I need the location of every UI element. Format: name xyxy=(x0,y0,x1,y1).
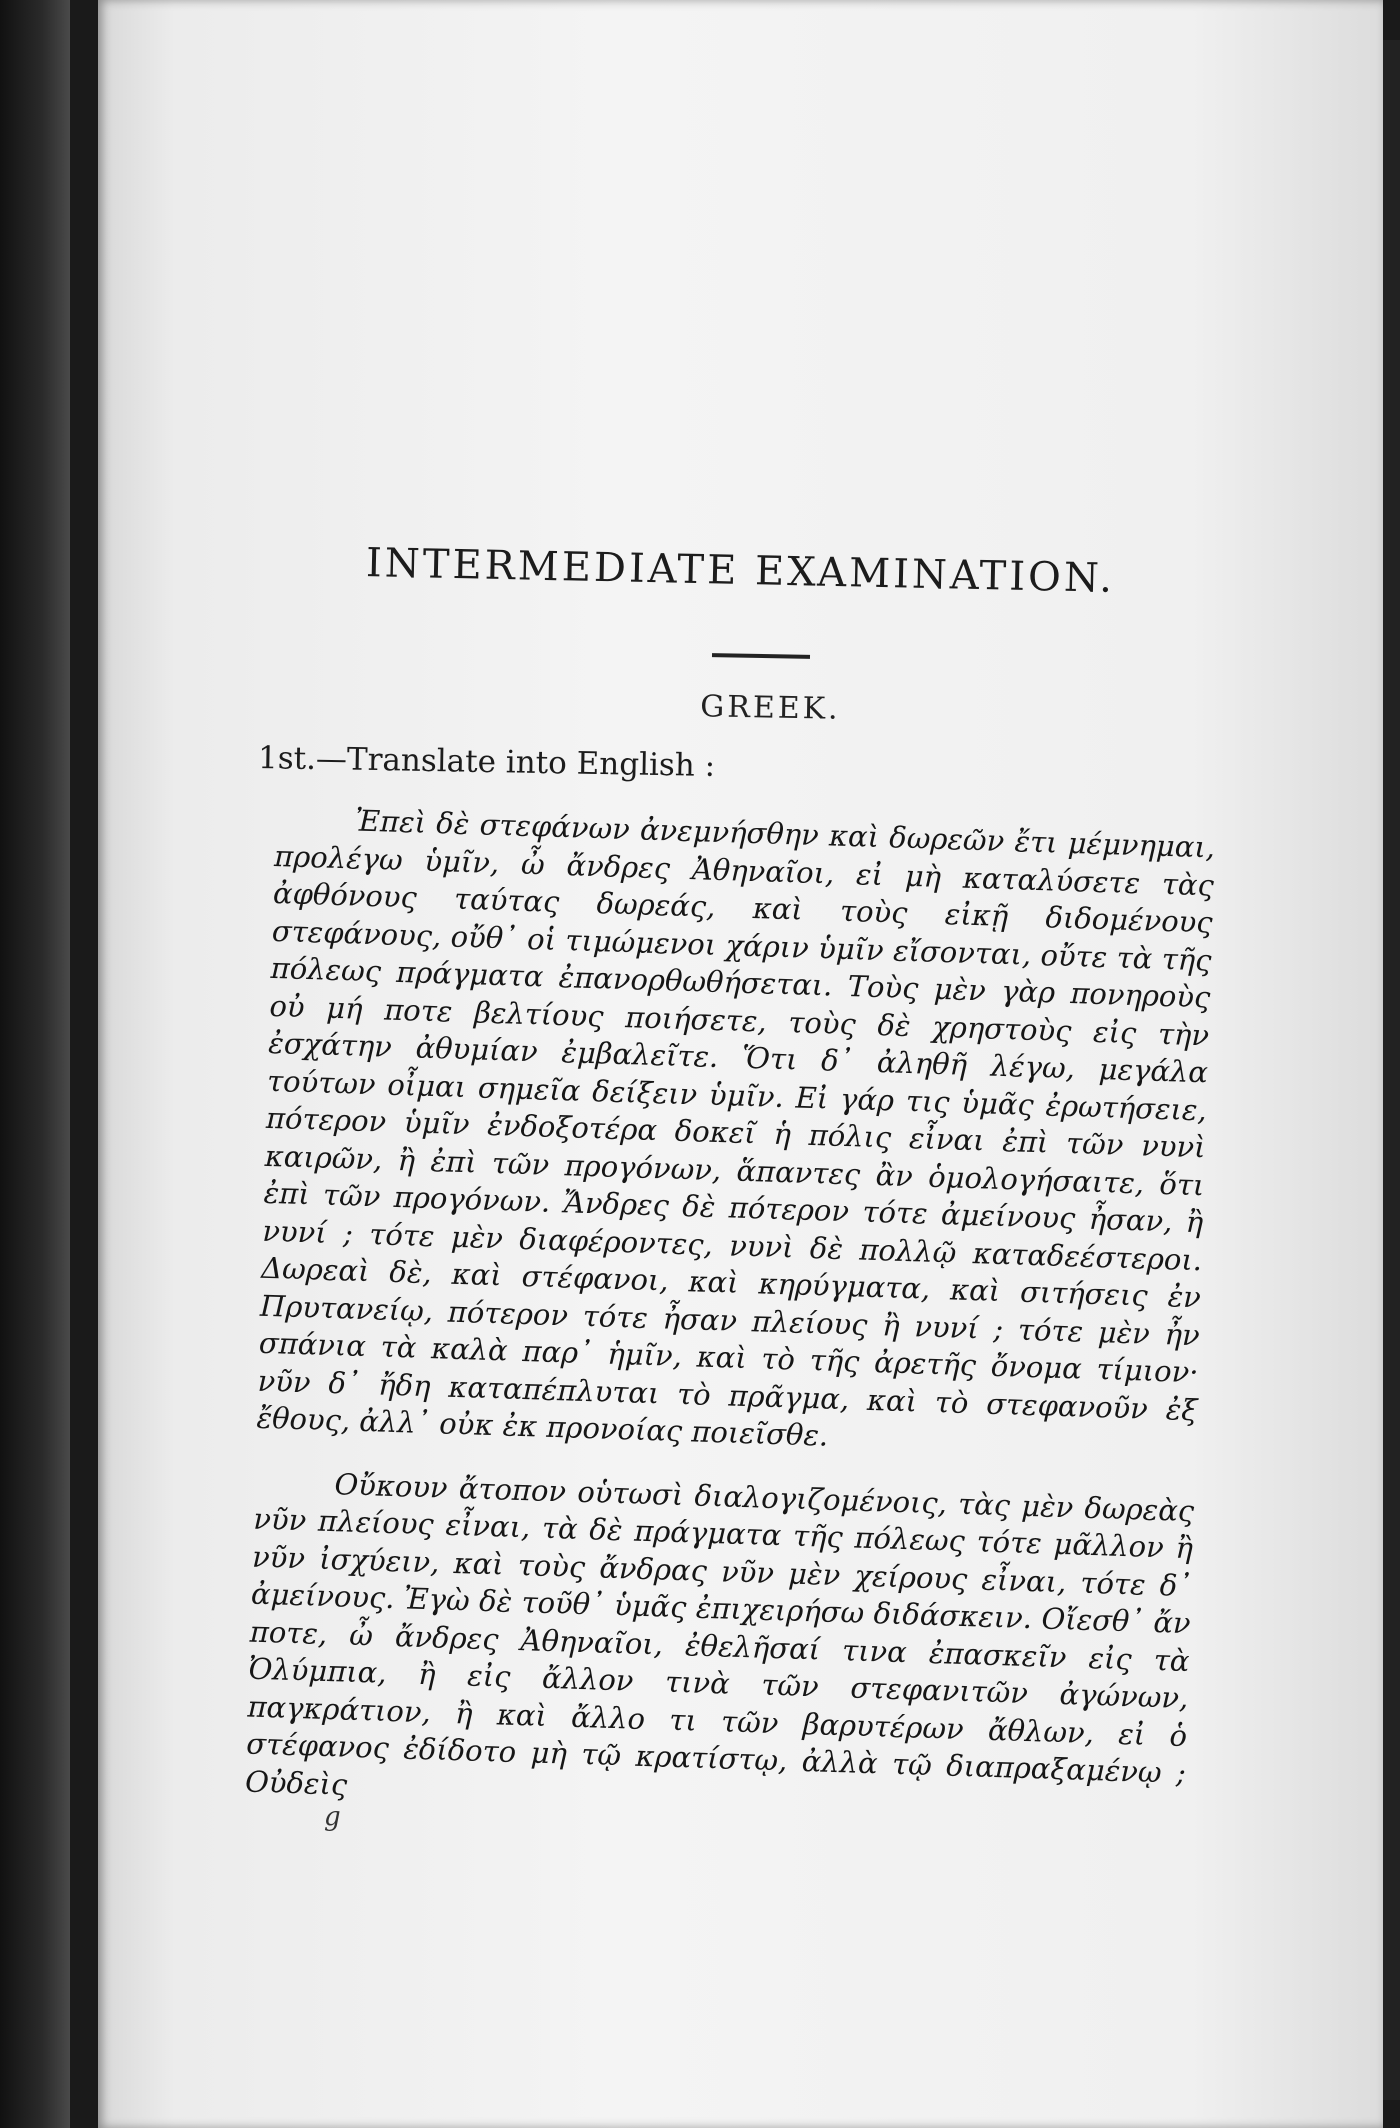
signature-mark: g xyxy=(324,1802,341,1832)
page-edge xyxy=(1383,40,1400,2100)
book-page xyxy=(98,0,1383,2128)
passage-paragraph: Οὔκουν ἄτοπον οὑτωσὶ διαλογιζομένοις, τὰς μὲν δωρεὰς νῦν πλείους εἶναι, τὰ δὲ πράγματα τῆς πόλεως τότε μᾶλλον ἢ νῦν ἰσχύειν, καὶ τοὺς ἄνδρας νῦν μὲν χείρους εἶναι, τότε δ᾽ ἀμείνους. Ἐγὼ δὲ τοῦθ᾽ ὑμᾶς ἐπιχειρήσω διδάσκειν. Οἴεσθ᾽ ἄν ποτε, ὦ ἄνδρες Ἀθηναῖοι, ἐθελῆσαί τινα ἐπασκεῖν εἰς τὰ Ὀλύμπια, ἢ εἰς ἄλλον τινὰ τῶν στεφανιτῶν ἀγώνων, παγκράτιον, ἢ καὶ ἄλλο τι τῶν βαρυτέρων ἄθλων, εἰ ὁ στέφανος ἐδίδοτο μὴ τῷ κρατίστῳ, ἀλλὰ τῷ διαπραξαμένῳ ; Οὐδεὶς xyxy=(244,1466,1195,1802)
show-through-text xyxy=(308,252,1258,269)
subject-heading: GREEK. xyxy=(700,689,841,727)
exam-title: INTERMEDIATE EXAMINATION. xyxy=(365,540,1116,602)
question-instruction: 1st.—Translate into English : xyxy=(257,740,716,784)
title-rule xyxy=(712,653,810,659)
book-spine-shadow xyxy=(0,0,70,2128)
greek-passage xyxy=(245,800,1216,1830)
passage-paragraph: Ἐπεὶ δὲ στεφάνων ἀνεμνήσθην καὶ δωρεῶν ἔτι μέμνημαι, προλέγω ὑμῖν, ὦ ἄνδρες Ἀθηναῖοι, εἰ μὴ καταλύσετε τὰς ἀφθόνους ταύτας δωρεάς, καὶ τοὺς εἰκῇ διδομένους στεφάνους, οὔθ᾽ οἱ τιμώμενοι χάριν ὑμῖν εἴσονται, οὔτε τὰ τῆς πόλεως πράγματα ἐπανορθωθήσεται. Τοὺς μὲν γὰρ πονηροὺς οὐ μή ποτε βελτίους ποιήσετε, τοὺς δὲ χρηστοὺς εἰς τὴν ἐσχάτην ἀθυμίαν ἐμβαλεῖτε. Ὅτι δ᾽ ἀληθῆ λέγω, μεγάλα τούτων οἶμαι σημεῖα δείξειν ὑμῖν. Εἰ γάρ τις ὑμᾶς ἐρωτήσειε, πότερον ὑμῖν ἐνδοξοτέρα δοκεῖ ἡ πόλις εἶναι ἐπὶ τῶν νυνὶ καιρῶν, ἢ ἐπὶ τῶν προγόνων, ἅπαντες ἂν ὁμολογήσαιτε, ὅτι ἐπὶ τῶν προγόνων. Ἄνδρες δὲ πότερον τότε ἀμείνους ἦσαν, ἢ νυνί ; τότε μὲν διαφέροντες, νυνὶ δὲ πολλῷ καταδεέστεροι. Δωρεαὶ δὲ, καὶ στέφανοι, καὶ κηρύγματα, καὶ σιτήσεις ἐν Πρυτανείῳ, πότερον τότε ἦσαν πλείους ἢ νυνί ; τότε μὲν ἦν σπάνια τὰ καλὰ παρ᾽ ἡμῖν, καὶ τὸ τῆς ἀρετῆς ὄνομα τίμιον· νῦν δ᾽ ἤδη καταπέπλυται τὸ πρᾶγμα, καὶ τὸ στεφανοῦν ἐξ ἔθους, ἀλλ᾽ οὐκ ἐκ προνοίας ποιεῖσθε. xyxy=(256,803,1216,1453)
